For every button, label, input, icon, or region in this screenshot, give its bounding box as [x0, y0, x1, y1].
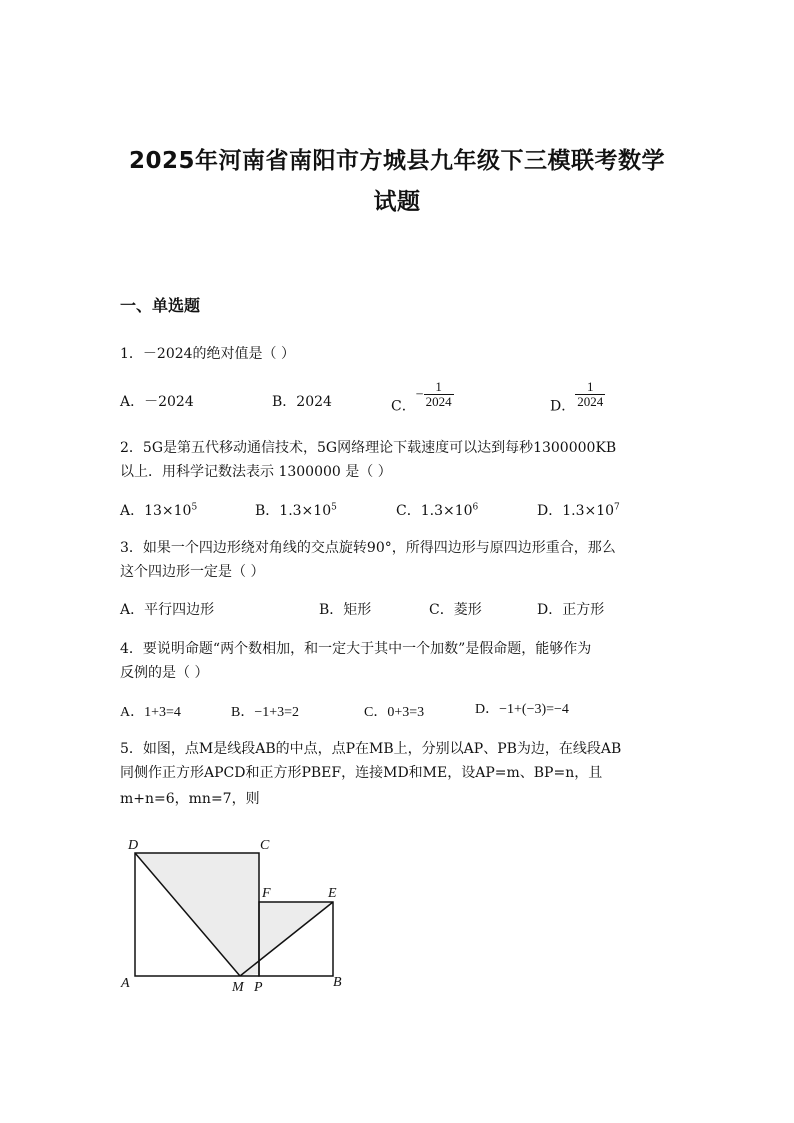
q1-option-d-denominator: 2024: [577, 394, 604, 409]
exam-title-line1: 2025年河南省南阳市方城县九年级下三模联考数学: [128, 148, 665, 174]
q2-option-a-exponent: 5: [191, 502, 198, 513]
q3-stem-line1: 3．如果一个四边形绕对角线的交点旋转90°，所得四边形与原四边形重合，那么: [120, 540, 616, 556]
q1-option-d-label: D．: [550, 398, 576, 415]
q1-stem: 1．－2024的绝对值是（ ）: [120, 346, 295, 362]
q1-option-c-numerator: 1: [424, 380, 454, 395]
q2-option-a: [120, 500, 197, 520]
label-e: E: [328, 886, 337, 901]
label-a: A: [121, 976, 130, 991]
q2-option-b: [255, 500, 337, 520]
q2-option-c: [396, 500, 478, 520]
q4-option-a: A．1+3=4: [120, 705, 181, 720]
label-p: P: [254, 980, 263, 995]
q1-option-b: B．2024: [272, 394, 332, 410]
q1-option-c-denominator: 2024: [425, 394, 452, 409]
q5-stem-line1: 5．如图，点M是线段AB的中点，点P在MB上，分别以AP、PB为边，在线段AB: [120, 741, 622, 757]
q4-option-c: C．0+3=3: [364, 705, 425, 720]
q2-option-b-text: B．1.3×10: [255, 503, 332, 519]
q3-stem-line2: 这个四边形一定是（ ）: [120, 564, 265, 580]
q4-option-d: D．−1+(−3)=−4: [475, 702, 569, 717]
q1-option-d-fraction: [575, 380, 605, 409]
q2-option-b-exponent: 5: [331, 502, 337, 513]
q5-stem-line3: m+n=6，mn=7，则: [120, 791, 260, 807]
label-c: C: [260, 838, 270, 853]
q2-option-d-exponent: 7: [614, 502, 620, 513]
q3-option-a: A．平行四边形: [120, 602, 215, 618]
q2-option-c-exponent: 6: [472, 502, 479, 513]
q3-option-c: C．菱形: [429, 602, 482, 618]
q4-option-b: B．−1+3=2: [231, 705, 300, 720]
q1-option-c-fraction: [424, 380, 454, 409]
q5-stem-line2: 同侧作正方形APCD和正方形PBEF，连接MD和ME，设AP=m、BP=n，且: [120, 765, 603, 781]
label-f: F: [262, 886, 271, 901]
shaded-region-left: [135, 853, 259, 976]
label-m: M: [232, 980, 244, 995]
q2-option-d: [537, 500, 620, 520]
q2-stem-line2: 以上．用科学记数法表示 1300000 是（ ）: [120, 464, 392, 480]
q3-option-b: B．矩形: [319, 602, 372, 618]
q2-option-c-text: C．1.3×10: [396, 503, 473, 519]
label-b: B: [333, 975, 342, 990]
q5-geometry-figure: [110, 830, 360, 1000]
q1-option-c-sign: −: [415, 387, 424, 403]
q1-option-c-label: C．: [391, 398, 416, 415]
exam-title-line2: 试题: [373, 189, 421, 215]
q1-option-d: [550, 380, 605, 416]
q2-option-d-text: D．1.3×10: [537, 503, 615, 519]
q4-stem-line1: 4．要说明命题“两个数相加，和一定大于其中一个加数”是假命题，能够作为: [120, 641, 592, 657]
q1-option-c: [391, 380, 454, 416]
q1-option-a: A．－2024: [120, 394, 194, 410]
q1-option-d-numerator: 1: [575, 380, 605, 395]
label-d: D: [128, 838, 139, 853]
section-heading: 一、单选题: [120, 296, 201, 315]
q3-option-d: D．正方形: [537, 602, 605, 618]
q2-stem-line1: 2．5G是第五代移动通信技术，5G网络理论下载速度可以达到每秒1300000KB: [120, 440, 617, 456]
q2-option-a-text: A．13×10: [120, 503, 192, 519]
q4-stem-line2: 反例的是（ ）: [120, 665, 209, 681]
